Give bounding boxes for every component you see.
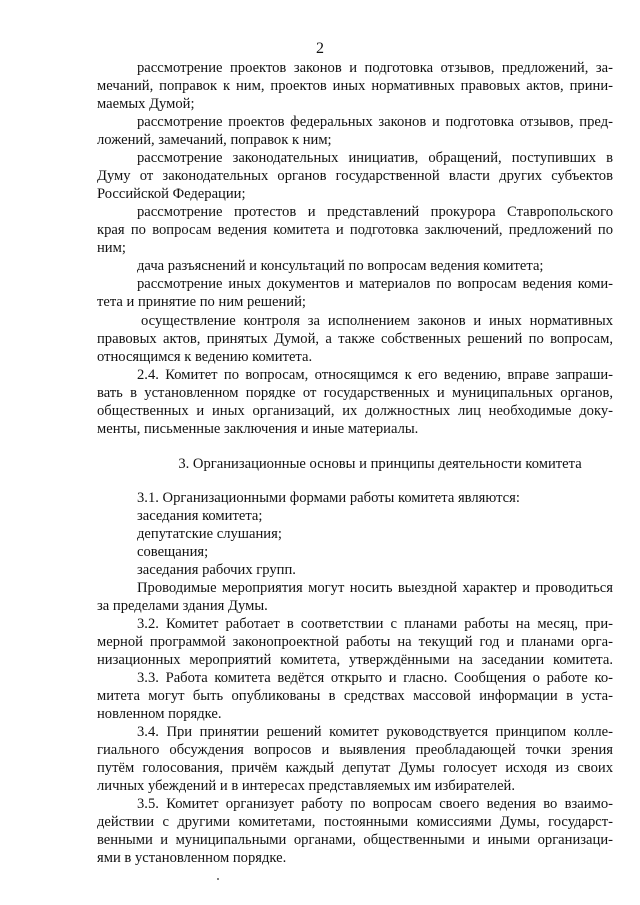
text-line: новленном порядке. [97, 706, 222, 722]
text-line: правовых актов, принятых Думой, а также собственных решений по вопросам, [97, 331, 613, 347]
text-line: относящимся к ведению комитета. [97, 349, 313, 365]
text-line: рассмотрение иных документов и материалов по вопросам ведения коми- [137, 276, 613, 292]
text-line: Думу от законодательных органов государственной власти других субъектов [97, 168, 613, 184]
text-line: общественных и иных организаций, их должностных лиц необходимые доку- [97, 403, 613, 419]
text-line: гиального обсуждения вопросов и выявления преобладающей точки зрения [97, 742, 613, 758]
text-line: 2.4. Комитет по вопросам, относящимся к его ведению, вправе запраши- [137, 367, 613, 383]
text-line: ложений, замечаний, поправок к ним; [97, 132, 332, 148]
text-line: тета и принятие по ним решений; [97, 294, 306, 310]
page-number: 2 [316, 40, 324, 57]
text-line: 3.1. Организационными формами работы комитета являются: [137, 490, 520, 506]
text-line: рассмотрение протестов и представлений прокурора Ставропольского [137, 204, 613, 220]
text-line: рассмотрение законодательных инициатив, обращений, поступивших в [137, 150, 613, 166]
text-line: 3.5. Комитет организует работу по вопросам своего ведения во взаимо- [137, 796, 613, 812]
text-line: ями в установленном порядке. [97, 850, 287, 866]
text-line: личных убеждений и в интересах представляемых им избирателей. [97, 778, 516, 794]
text-line: 3.3. Работа комитета ведётся открыто и гласно. Сообщения о работе ко- [137, 670, 613, 686]
text-line: митета могут быть опубликованы в средствах массовой информации в уста- [97, 688, 613, 704]
text-line: дача разъяснений и консультаций по вопросам ведения комитета; [137, 258, 544, 274]
text-line: мечаний, поправок к ним, проектов иных нормативных правовых актов, прини- [97, 78, 613, 94]
text-line: 3.2. Комитет работает в соответствии с планами работы на месяц, при- [137, 616, 613, 632]
text-line: путём голосования, причём каждый депутат Думы голосует исходя из своих [97, 760, 613, 776]
text-line: вать в установленном порядке от государственных и муниципальных органов, [97, 385, 613, 401]
text-line: за пределами здания Думы. [97, 598, 268, 614]
text-line: менты, письменные заключения и иные материалы. [97, 421, 419, 437]
text-line: края по вопросам ведения комитета и подготовка заключений, предложений по [97, 222, 613, 238]
text-line: 3.4. При принятии решений комитет руководствуется принципом колле- [137, 724, 613, 740]
text-line: заседания комитета; [137, 508, 263, 524]
text-line: Проводимые мероприятия могут носить выездной характер и проводиться [137, 580, 613, 596]
text-line: мерной программой законопроектной работы на текущий год и планами орга- [97, 634, 613, 650]
text-line: низационных мероприятий комитета, утверждёнными на заседании комитета. [97, 652, 613, 668]
text-line: осуществление контроля за исполнением законов и иных нормативных [141, 313, 613, 329]
text-line: ним; [97, 240, 126, 256]
text-line: рассмотрение проектов законов и подготовка отзывов, предложений, за- [137, 60, 613, 76]
text-line: заседания рабочих групп. [137, 562, 296, 578]
section-heading: 3. Организационные основы и принципы деятельности комитета [178, 456, 582, 472]
text-line: рассмотрение проектов федеральных законов и подготовка отзывов, пред- [137, 114, 613, 130]
text-line: Российской Федерации; [97, 186, 246, 202]
scan-speck [217, 878, 219, 880]
text-line: действии с другими комитетами, постоянными комиссиями Думы, государст- [97, 814, 613, 830]
text-line: венными и муниципальными органами, общественными и иными организаци- [97, 832, 613, 848]
text-line: маемых Думой; [97, 96, 195, 112]
text-line: депутатские слушания; [137, 526, 282, 542]
text-line: совещания; [137, 544, 209, 560]
